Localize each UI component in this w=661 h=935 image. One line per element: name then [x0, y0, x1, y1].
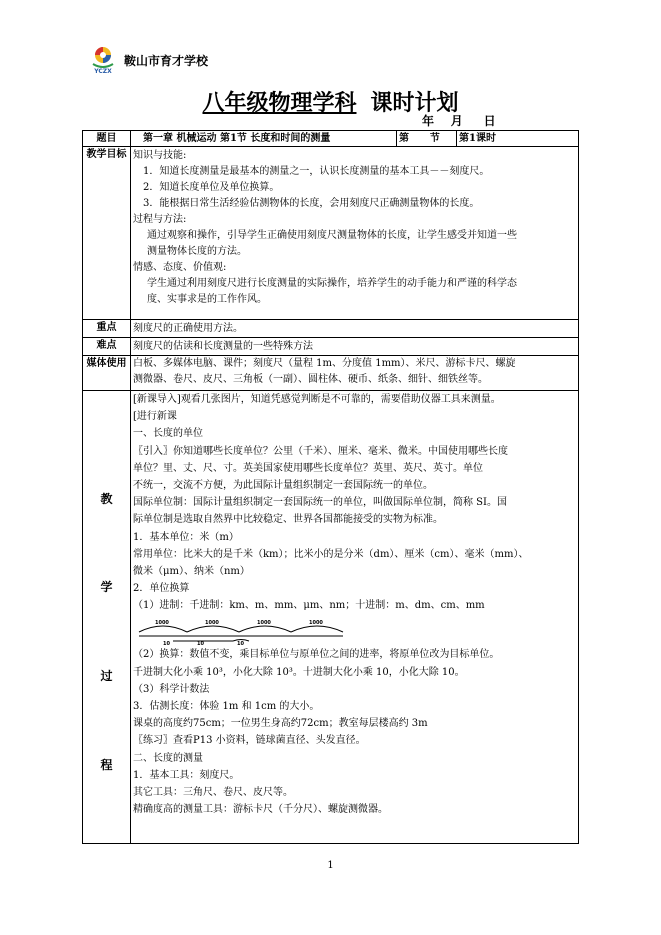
process-line: 2．单位换算 — [133, 583, 190, 595]
process-row — [83, 391, 579, 844]
process-line: 单位？里、丈、尺、寸。英美国家使用哪些长度单位？英里、英尺、英寸。单位 — [133, 462, 483, 474]
school-logo — [88, 44, 118, 74]
key-point-row — [83, 320, 579, 338]
media-line: 测微器、卷尺、皮尺、三角板（一副）、圆柱体、硬币、纸条、细针、细铁丝等。 — [133, 374, 488, 385]
process-line: 际单位制是选取自然界中比较稳定、世界各国都能接受的实物为标准。 — [133, 514, 443, 526]
unit-conversion-diagram — [133, 614, 576, 646]
goals-line: 知识与技能: — [133, 150, 187, 161]
goals-line: 度、实事求是的工作作风。 — [147, 294, 267, 305]
topic-row — [83, 131, 579, 147]
diagram-label: 10 — [237, 641, 244, 647]
date-day: 日 — [483, 114, 496, 128]
process-line: 一、长度的单位 — [133, 428, 203, 440]
lesson-plan-table — [82, 130, 579, 844]
process-line: 二、长度的测量 — [133, 752, 203, 764]
difficulty-row — [83, 338, 579, 356]
key-point-label: 重点 — [83, 320, 131, 338]
process-content — [131, 391, 579, 844]
process-line: （3）科学计数法 — [133, 683, 210, 695]
diagram-label: 1000 — [309, 620, 323, 627]
process-line: 3．估测长度：体验 1m 和 1cm 的大小。 — [133, 701, 320, 712]
media-row — [83, 356, 579, 391]
process-line: 其它工具：三角尺、卷尺、皮尺等。 — [133, 786, 293, 798]
process-line: 精确度高的测量工具：游标卡尺（千分尺）、螺旋测微器。 — [133, 804, 388, 816]
key-point-value: 刻度尺的正确使用方法。 — [131, 320, 579, 338]
process-line: 〖练习〗查看P13 小资料，链球菌直径、头发直径。 — [133, 735, 366, 747]
school-name: 鞍山市育才学校 — [124, 54, 209, 68]
goals-content — [131, 147, 579, 320]
diagram-label: 10 — [197, 641, 204, 647]
topic-label: 题目 — [83, 131, 131, 147]
goals-line: 3．能根据日常生活经验估测物体的长度，会用刻度尺正确测量物体的长度。 — [143, 198, 480, 209]
goals-row — [83, 147, 579, 320]
process-line: 千进制大化小乘 10³，小化大除 10³。十进制大化小乘 10，小化大除 10。 — [133, 666, 465, 678]
goals-line: 通过观察和操作，引导学生正确使用刻度尺测量物体的长度，让学生感受并知道一些 — [147, 230, 517, 241]
date-year: 年 — [422, 114, 435, 128]
media-content — [131, 356, 579, 391]
page-title — [0, 86, 661, 117]
date-month: 月 — [450, 114, 463, 128]
process-line: （2）换算：数值不变，乘目标单位与原单位之间的进率，将原单位改为目标单位。 — [133, 649, 500, 661]
process-label-char: 过 — [100, 669, 113, 683]
process-line: 微米（μm）、纳米（nm） — [133, 565, 250, 577]
diagram-label: 1000 — [155, 620, 169, 627]
goals-line: 学生通过利用刻度尺进行长度测量的实际操作，培养学生的动手能力和严谨的科学态 — [147, 278, 517, 289]
difficulty-value: 刻度尺的估读和长度测量的一些特殊方法 — [131, 338, 579, 356]
goals-line: 测量物体长度的方法。 — [147, 246, 247, 257]
process-line: 常用单位：比米大的是千米（km）；比米小的是分米（dm）、厘米（cm）、毫米（mm）、 — [133, 548, 529, 560]
difficulty-label: 难点 — [83, 338, 131, 356]
page-number: 1 — [327, 860, 334, 871]
diagram-label: 10 — [163, 641, 170, 647]
process-line: 1．基本单位：米（m） — [133, 531, 239, 543]
goals-line: 情感、态度、价值观: — [133, 262, 227, 273]
process-label-char: 学 — [100, 580, 113, 594]
process-line: 国际单位制：国际计量组织制定一套国际统一的单位，叫做国际单位制，简称 SI。国 — [133, 497, 507, 509]
goals-label: 教学目标 — [83, 147, 131, 320]
process-line: （1）进制：千进制：km、m、mm、μm、nm；十进制：m、dm、cm、mm — [133, 600, 485, 612]
process-line: 〖引入〗你知道哪些长度单位？公里（千米）、厘米、毫米、微米。中国使用哪些长度 — [133, 445, 508, 457]
period-label: 第 节 — [397, 131, 457, 147]
diagram-label: 1000 — [205, 620, 219, 627]
title-subject: 八年级物理学科 — [202, 90, 357, 116]
process-line: [进行新课 — [133, 411, 177, 423]
goals-line: 过程与方法: — [133, 214, 187, 225]
period-value: 第1课时 — [457, 131, 579, 147]
process-label-char: 教 — [100, 492, 113, 506]
media-label: 媒体使用 — [83, 356, 131, 391]
process-line: 不统一，交流不方便，为此国际计量组织制定一套国际统一的单位。 — [133, 479, 433, 491]
media-line: 白板、多媒体电脑、课件；刻度尺（量程 1m、分度值 1mm）、米尺、游标卡尺、螺旋 — [133, 358, 516, 369]
process-line: 课桌的高度约75cm；一位男生身高约72cm；教室每层楼高约 3m — [133, 718, 428, 730]
process-label — [83, 391, 131, 844]
goals-line: 1．知道长度测量是最基本的测量之一，认识长度测量的基本工具－－刻度尺。 — [143, 166, 490, 177]
process-line: 1．基本工具：刻度尺。 — [133, 769, 240, 781]
date-line — [422, 112, 496, 129]
topic-value: 第一章 机械运动 第1节 长度和时间的测量 — [131, 131, 397, 147]
process-label-char: 程 — [100, 758, 113, 772]
goals-line: 2．知道长度单位及单位换算。 — [143, 182, 280, 193]
diagram-label: 1000 — [257, 620, 271, 627]
logo-text: YCZX — [94, 68, 112, 74]
process-line: [新课导入]观看几张图片，知道凭感觉判断是不可靠的，需要借助仪器工具来测量。 — [133, 394, 501, 405]
title-plan: 课时计划 — [370, 90, 459, 116]
